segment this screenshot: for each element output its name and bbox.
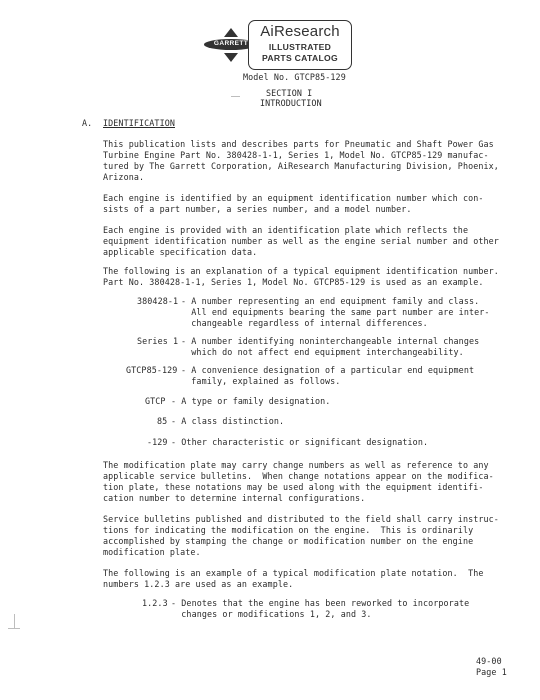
airesearch-logo xyxy=(204,20,354,74)
model-number: Model No. GTCP85-129 xyxy=(243,72,346,82)
paragraph-line: applicable specification data. xyxy=(103,247,258,257)
paragraph-line: tured by The Garrett Corporation, AiResearch Manufacturing Division, Phoenix, xyxy=(103,161,499,171)
definition-line: - Other characteristic or significant designation. xyxy=(171,437,429,447)
garrett-wordmark: GARRETT xyxy=(213,40,249,47)
page-number: Page 1 xyxy=(476,667,507,677)
margin-mark xyxy=(8,628,20,629)
definition-line: All end equipments bearing the same part number are inter- xyxy=(181,307,490,317)
paragraph-line: Service bulletins published and distributed to the field shall carry instruc- xyxy=(103,514,499,524)
paragraph-line: cation number to determine internal configurations. xyxy=(103,493,366,503)
paragraph-line: Each engine is provided with an identification plate which reflects the xyxy=(103,225,469,235)
heading-letter: A. xyxy=(82,118,93,128)
paragraph-line: Part No. 380428-1-1, Series 1, Model No. GTCP85-129 is used as an example. xyxy=(103,277,484,287)
definition-line: which do not affect end equipment interchangeability. xyxy=(181,347,464,357)
paragraph-line: accomplished by stamping the change or modification number on the engine xyxy=(103,536,474,546)
paragraph-line: Each engine is identified by an equipment identification number which con- xyxy=(103,193,484,203)
paragraph-line: Arizona. xyxy=(103,172,145,182)
paragraph-line: The modification plate may carry change numbers as well as reference to any xyxy=(103,460,489,470)
paragraph-line: tion plate, these notations may be used along with the equipment identifi- xyxy=(103,482,484,492)
definition-term: GTCP85-129 xyxy=(126,365,178,375)
catalog-title-box xyxy=(248,20,352,70)
catalog-title-line2: PARTS CATALOG xyxy=(262,53,338,63)
paragraph-line: The following is an example of a typical modification plate notation. The xyxy=(103,568,484,578)
paragraph-line: modification plate. xyxy=(103,547,201,557)
brand-name: AiResearch xyxy=(260,23,340,40)
paragraph-line: equipment identification number as well as the engine serial number and other xyxy=(103,236,499,246)
paragraph-line: Turbine Engine Part No. 380428-1-1, Series 1, Model No. GTCP85-129 manufac- xyxy=(103,150,489,160)
definition-line: - A number identifying noninterchangeable internal changes xyxy=(181,336,480,346)
paragraph-line: sists of a part number, a series number, and a model number. xyxy=(103,204,412,214)
chapter-code: 49-00 xyxy=(476,656,502,666)
paragraph-line: This publication lists and describes parts for Pneumatic and Shaft Power Gas xyxy=(103,139,494,149)
definition-line: changes or modifications 1, 2, and 3. xyxy=(171,609,372,619)
definition-line: family, explained as follows. xyxy=(181,376,341,386)
triangle-down-icon xyxy=(224,53,238,62)
heading-title: IDENTIFICATION xyxy=(103,118,175,128)
paragraph-line: tions for indicating the modification on the engine. This is ordinarily xyxy=(103,525,474,535)
definition-line: - A number representing an end equipment family and class. xyxy=(181,296,480,306)
margin-mark xyxy=(14,614,15,628)
triangle-up-icon xyxy=(224,28,238,37)
section-title: INTRODUCTION xyxy=(260,98,322,108)
definition-line: - A class distinction. xyxy=(171,416,285,426)
paragraph-line: applicable service bulletins. When change notations appear on the modifica- xyxy=(103,471,494,481)
paragraph-line: numbers 1.2.3 are used as an example. xyxy=(103,579,294,589)
definition-line: changeable regardless of internal differences. xyxy=(181,318,428,328)
definition-term: Series 1 xyxy=(137,336,179,346)
margin-mark xyxy=(231,96,240,97)
section-number: SECTION I xyxy=(266,88,313,98)
definition-term: GTCP xyxy=(145,396,166,406)
catalog-title-line1: ILLUSTRATED xyxy=(268,42,332,52)
definition-line: - Denotes that the engine has been reworked to incorporate xyxy=(171,598,470,608)
paragraph-line: The following is an explanation of a typical equipment identification number. xyxy=(103,266,499,276)
definition-term: -129 xyxy=(147,437,168,447)
definition-line: - A type or family designation. xyxy=(171,396,331,406)
definition-term: 380428-1 xyxy=(137,296,179,306)
definition-term: 85 xyxy=(157,416,168,426)
definition-term: 1.2.3 xyxy=(142,598,168,608)
definition-line: - A convenience designation of a particular end equipment xyxy=(181,365,475,375)
